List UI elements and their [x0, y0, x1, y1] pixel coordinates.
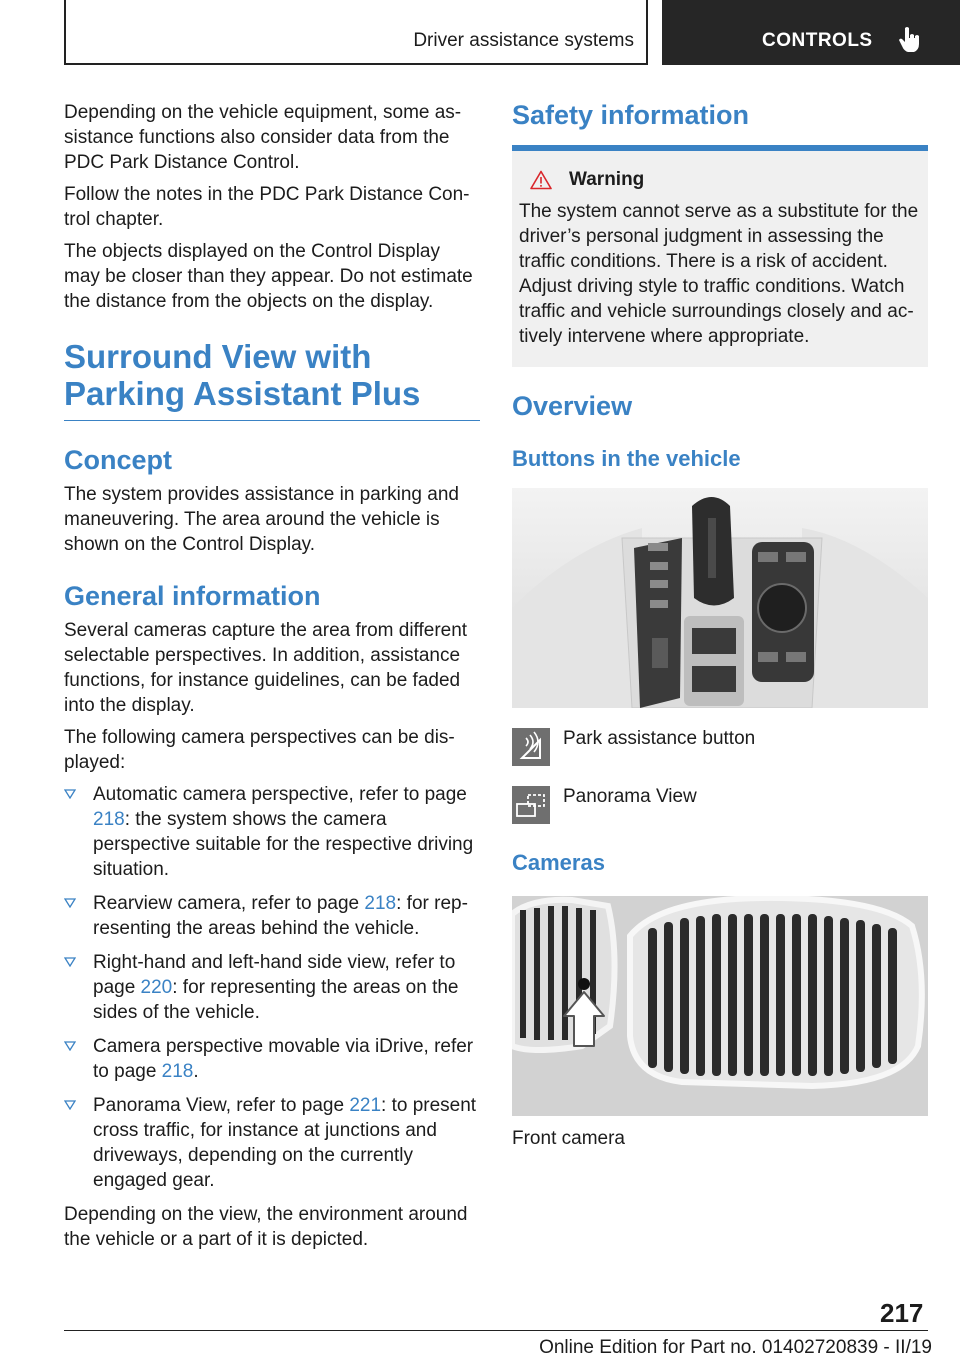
warning-triangle-icon	[530, 170, 552, 190]
list-item: Camera perspective movable via iDrive, refer to page 218.	[64, 1034, 480, 1084]
warning-label: Warning	[569, 169, 645, 190]
right-column	[512, 100, 928, 1150]
list-item: Right-hand and left-hand side view, refer to page 220: for representing the areas on the sides of the vehicle.	[64, 950, 480, 1025]
header-chapter-tab	[662, 0, 960, 65]
panorama-view-label: Panorama View	[563, 786, 697, 807]
page-link[interactable]: 221	[349, 1095, 382, 1116]
concept-text: The system provides assistance in parking and maneuvering. The area around the vehicle is shown on the Control Display.	[64, 484, 459, 555]
page-link[interactable]: 220	[140, 977, 173, 998]
overview-heading: Overview	[512, 391, 633, 421]
panorama-view-icon	[512, 786, 550, 824]
closing-paragraph: Depending on the view, the environment around the vehicle or a part of it is depicted.	[64, 1204, 468, 1250]
front-grille-image	[512, 896, 928, 1116]
concept-heading: Concept	[64, 445, 172, 475]
general-info-text: Several cameras capture the area from different selectable perspectives. In addition, assistance functions, for instance guidelines, can be faded into the display.	[64, 620, 468, 716]
left-column	[64, 100, 480, 1259]
page-link[interactable]: 218	[161, 1061, 194, 1082]
header-chapter-label: CONTROLS	[762, 30, 873, 51]
park-assist-icon	[512, 728, 550, 766]
triangle-bullet-icon	[64, 1100, 76, 1110]
list-item: Automatic camera perspective, refer to page 218: the system shows the camera perspective suitable for the respective driving situation.	[64, 782, 480, 882]
intro-paragraph: The objects displayed on the Control Display may be closer than they appear. Do not estimate the distance from the objects on the display.	[64, 241, 473, 312]
center-console-image	[512, 488, 928, 708]
front-grille-illustration	[512, 896, 928, 1116]
triangle-bullet-icon	[64, 789, 76, 799]
buttons-heading: Buttons in the vehicle	[512, 446, 741, 471]
page-link[interactable]: 218	[93, 809, 125, 830]
footer-divider	[64, 1330, 928, 1331]
page-link[interactable]: 218	[364, 893, 397, 914]
cameras-heading: Cameras	[512, 850, 605, 875]
list-item: Rearview camera, refer to page 218: for rep‐ resenting the areas behind the vehicle.	[64, 891, 480, 941]
pointing-hand-icon	[898, 26, 922, 54]
triangle-bullet-icon	[64, 898, 76, 908]
list-item: Panorama View, refer to page 221: to present cross traffic, for instance at junctions and driveways, depending on the currently engaged gear.	[64, 1093, 480, 1193]
front-camera-caption: Front camera	[512, 1128, 625, 1149]
park-assistance-label: Park assistance button	[563, 728, 756, 749]
header-section-box	[64, 0, 648, 65]
warning-text: The system cannot serve as a substitute for the driver’s personal judgment in assessing the traffic conditions. There is a risk of accident. Adjust driving style to traffic conditions. Watch traffic and vehicle surroundings closely and ac‐ tively intervene where appropriate.	[519, 201, 919, 347]
page-number: 217	[880, 1298, 924, 1328]
main-heading: Surround View with Parking Assistant Plus	[64, 338, 480, 421]
warning-header	[519, 169, 922, 191]
edition-text: Online Edition for Part no. 01402720839 - II/19	[539, 1337, 932, 1358]
general-info-heading: General information	[64, 581, 321, 611]
safety-heading: Safety information	[512, 100, 750, 130]
panorama-view-row	[512, 786, 928, 824]
intro-paragraph: Depending on the vehicle equipment, some as‐ sistance functions also consider data from the PDC Park Distance Control.	[64, 102, 462, 173]
header-section-title: Driver assistance systems	[413, 30, 634, 51]
intro-paragraph: Follow the notes in the PDC Park Distance Con‐ trol chapter.	[64, 184, 470, 230]
triangle-bullet-icon	[64, 957, 76, 967]
warning-box	[512, 145, 928, 367]
list-intro: The following camera perspectives can be dis‐ played:	[64, 727, 455, 773]
triangle-bullet-icon	[64, 1041, 76, 1051]
park-assistance-row	[512, 728, 928, 766]
camera-perspective-list	[64, 782, 480, 1193]
center-console-illustration	[512, 488, 928, 708]
